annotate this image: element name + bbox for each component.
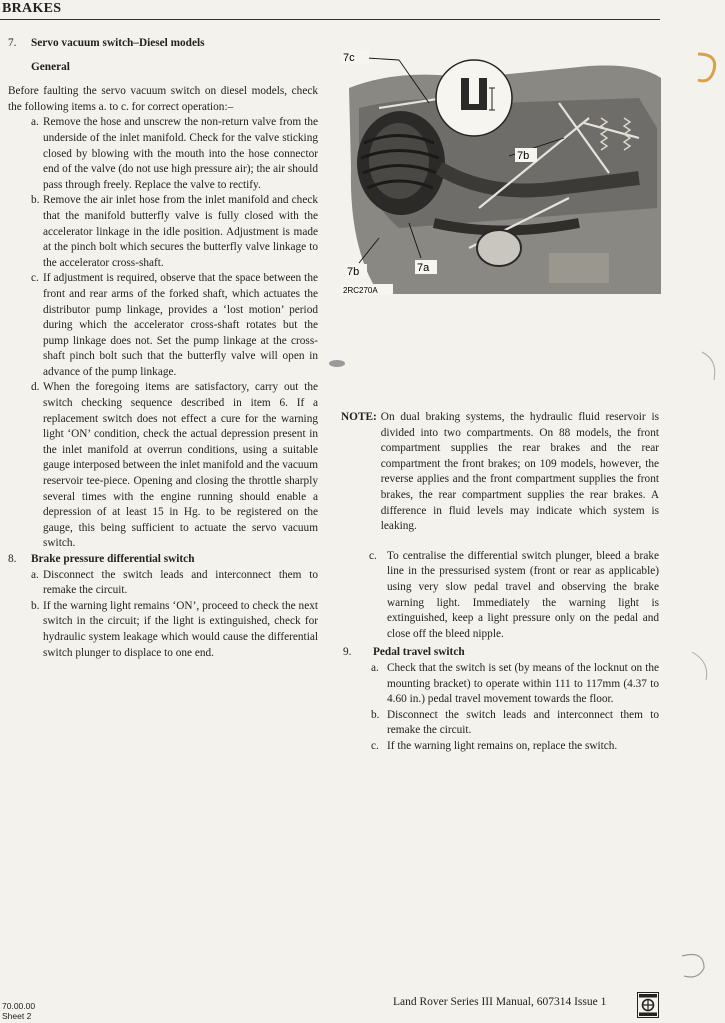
section-8-heading [8,552,318,568]
section-9 [341,645,659,754]
footer-left [2,1001,35,1021]
item-letter: a. [371,661,379,674]
item-letter: b. [371,708,380,721]
item-letter: c. [371,739,379,752]
section-7-intro: Before faulting the servo vacuum switch on diesel models, check the following items a. to c. for correct operation:– [8,85,318,113]
item-text: If the warning light remains on, replace the switch. [387,739,618,752]
list-item [31,193,318,271]
list-item [31,271,318,380]
item-letter: c. [31,272,39,285]
section-7-title: Servo vacuum switch–Diesel models [31,37,205,49]
section-9-heading [343,645,659,661]
note-text: On dual braking systems, the hydraulic fluid reservoir is divided into two compartments. On 88 models, the front compartment supplies the rear brakes and the rear compartment the front brakes; on 109 models, however, the reverse applies and the front compartment supplies the front brakes, the rear compartment supplies the rear brakes. A difference in fluid levels may indicate which system is leaking. [380,411,659,533]
list-item [371,708,659,739]
callout-7a: 7a [417,262,430,274]
callout-7b-left: 7b [347,266,360,278]
item-text: Disconnect the switch leads and interconnect them to remake the circuit. [387,708,659,737]
item-letter: b. [31,599,40,612]
left-column [8,36,318,661]
callout-7b-right: 7b [517,150,530,162]
note-block [341,410,659,535]
note-label: NOTE: [341,411,377,423]
item-text: Disconnect the switch leads and interconnect them to remake the circuit. [43,568,318,597]
section-7-heading [8,36,318,52]
section-8-number: 8. [8,553,17,565]
list-item [371,661,659,708]
item-letter: d. [31,381,40,394]
item-text: Remove the air inlet hose from the inlet manifold and check that the manifold butterfly valve is fully closed with the accelerator linkage in the idle position. Adjustment is made at the pinch bolt which secures the butterfly valve linkage to the accelerator cross-shaft. [43,194,318,269]
list-item [371,739,659,755]
callout-7c: 7c [343,52,355,64]
ink-smudge [329,360,345,367]
item-letter: a. [31,568,39,581]
punch-hole-mark [700,350,720,384]
british-leyland-logo-icon [637,992,659,1018]
footer-sheet: Sheet 2 [2,1011,32,1021]
footer-manual-title: Land Rover Series III Manual, 607314 Issue 1 [393,996,607,1008]
item-text: When the foregoing items are satisfactory, carry out the switch checking sequence described in item 6. If a replacement switch does not effect a cure for the warning light ‘ON’ condition, check the actual depression present in the inlet manifold at overrun conditions, using a suitable gauge interposed between the inlet manifold and the vacuum reservoir tee-piece. Opening and closing the throttle sharply several times with the engine running should enable a depression of at least 15 in Hg. to be registered on the gauge, this being sufficient to actuate the servo vacuum switch. [43,381,318,550]
section-8-title: Brake pressure differential switch [31,553,195,565]
right-column [341,410,659,754]
section-7-subheading: General [31,60,70,73]
section-9-title: Pedal travel switch [373,646,465,659]
list-item [31,568,318,599]
engine-linkage-figure [339,48,664,296]
list-item [31,380,318,552]
item-letter: a. [31,116,39,129]
punch-hole-mark [678,950,708,982]
page-header-title: BRAKES [2,1,62,16]
item-text: If the warning light remains ‘ON’, proceed to check the next switch in the circuit; if the light is extinguished, check for hydraulic system leakage which would cause the differential switch plunger to displace to one end. [43,599,318,659]
item-text: Check that the switch is set (by means of the locknut on the mounting bracket) to operate within 111 to 117mm (4.37 to 4.60 in.) pedal travel movement towards the floor. [387,661,659,706]
item-letter: c. [369,549,377,562]
figure-code: 2RC270A [343,286,378,295]
punch-hole-mark [690,650,712,684]
list-item [31,115,318,193]
list-item [369,549,659,643]
section-9-number: 9. [343,646,352,659]
item-text: Remove the hose and unscrew the non-return valve from the underside of the inlet manifold. Check for the valve sticking closed by blowing with the mouth into the hose connector end of the valve (do not use high pressure air); the air should pass through freely. Replace the valve to rectify. [43,116,318,191]
item-text: If adjustment is required, observe that the space between the front and rear arms of the forked shaft, which actuates the distributor pump linkage, provides a ‘lost motion’ period during which the accelerator cross-shaft rotates but the pump linkage does not. Set the pump linkage at the cross-shaft pinch bolt such that the butterfly valve will open in advance of the pump linkage. [43,272,318,378]
item-text: To centralise the differential switch plunger, bleed a brake line in the pressurised system (front or rear as applicable) using very slow pedal travel and observing the brake warning light. Immediately the warning light is extinguished, keep a light pressure only on the pedal and close off the bleed nipple. [387,549,659,640]
punch-hole-mark [690,50,722,86]
header-rule [0,19,660,20]
section-7-number: 7. [8,37,17,49]
list-item [31,599,318,661]
footer-code: 70.00.00 [2,1001,36,1011]
item-letter: b. [31,194,40,207]
